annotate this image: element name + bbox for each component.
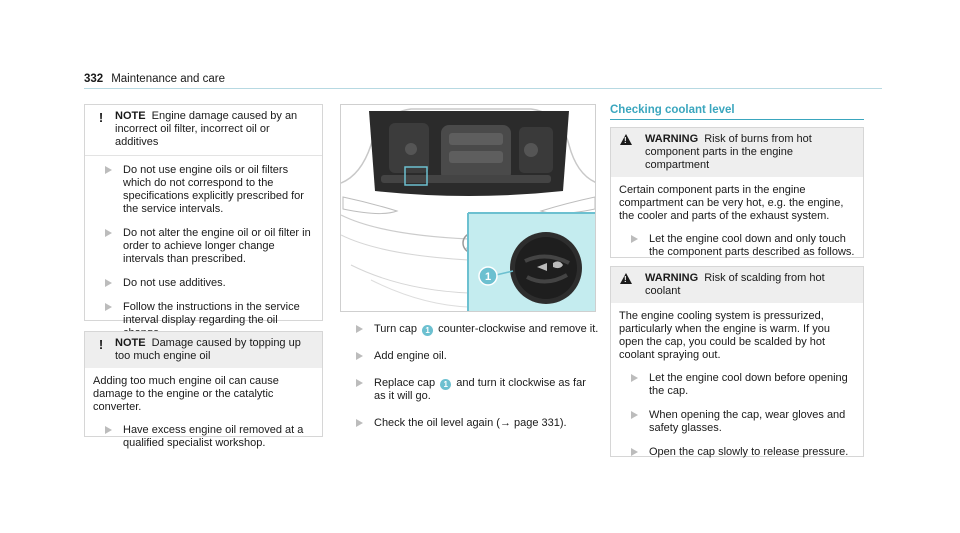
arrow-bullet-icon — [356, 325, 363, 333]
notice-icon: ! — [98, 110, 104, 125]
arrow-bullet-icon — [105, 303, 112, 311]
warning-text: Certain component parts in the engine compartment can be very hot, e.g. the engine, the cooler and parts of the exhaust system. — [619, 184, 844, 222]
section-title: Maintenance and care — [111, 73, 225, 85]
callout-label: 1 — [484, 271, 492, 283]
warning-box-scalding — [610, 266, 864, 457]
list-item: When opening the cap, wear gloves and safety glasses. — [619, 409, 855, 435]
list-item: Follow the instructions in the service interval display regarding the oil — [93, 301, 314, 340]
list-item: Let the engine cool down and only touch the component parts described as follows. — [619, 233, 855, 259]
engine-bay-drawing — [341, 105, 596, 312]
engine-bay-illustration — [340, 104, 596, 312]
page-number: 332 — [84, 73, 104, 85]
arrow-bullet-icon — [356, 419, 363, 427]
list-item: Open the cap slowly to release pressure. — [619, 446, 855, 459]
callout-badge: 1 — [440, 379, 451, 390]
list-item: Let the engine cool down before opening the cap. — [619, 372, 855, 398]
arrow-bullet-icon — [631, 374, 638, 382]
list-item — [344, 417, 599, 430]
arrow-bullet-icon — [105, 426, 112, 434]
arrow-bullet-icon — [631, 411, 638, 419]
warning-header — [611, 128, 863, 177]
arrow-bullet-icon — [105, 229, 112, 237]
note-header — [85, 332, 322, 368]
note-title: Damage caused by topping up too much engine oil — [115, 337, 301, 362]
note-body — [85, 368, 322, 458]
note-title: Engine damage caused by an incorrect oil filter, incorrect oil or additives — [115, 110, 298, 148]
warning-body — [611, 303, 863, 467]
coolant-section-divider — [610, 119, 864, 120]
warning-triangle-icon — [620, 134, 632, 145]
header-divider — [84, 88, 882, 89]
arrow-bullet-icon — [105, 166, 112, 174]
list-item: Replace cap 1 and turn it clockwise as far as it will go. — [344, 377, 599, 403]
arrow-bullet-icon — [631, 235, 638, 243]
oil-top-up-steps — [344, 323, 599, 430]
note-keyword: NOTE — [115, 337, 146, 349]
arrow-bullet-icon — [631, 448, 638, 456]
warning-title: Risk of scalding from hot coolant — [645, 272, 825, 297]
list-item: Add engine oil. — [344, 350, 599, 363]
arrow-bullet-icon — [356, 352, 363, 360]
note-keyword: NOTE — [115, 110, 146, 122]
note-box-oil-filter — [84, 104, 323, 326]
list-item: Have excess engine oil removed at a qualified specialist workshop. — [93, 424, 314, 450]
arrow-bullet-icon — [105, 279, 112, 287]
note-header — [85, 105, 322, 151]
page-header — [84, 73, 225, 86]
list-item: Do not use engine oils or oil filters which do not correspond to the specifications explicitly prescribed for the service intervals. — [93, 164, 314, 216]
warning-text: The engine cooling system is pressurized, particularly when the engine is warm. If you open the cap, you could be scalded by hot coolant spraying out. — [619, 310, 830, 361]
warning-body — [611, 177, 863, 267]
list-item: Do not use additives. — [93, 277, 314, 290]
warning-box-burns — [610, 127, 864, 258]
notice-icon: ! — [98, 337, 104, 352]
note-text: Adding too much engine oil can cause damage to the engine or the catalytic converter. — [93, 375, 279, 413]
warning-title: Risk of burns from hot component parts in the engine compartment — [645, 133, 812, 171]
oil-filler-cap — [510, 232, 582, 304]
warning-keyword: WARNING — [645, 133, 699, 145]
list-item: Do not alter the engine oil or oil filter in order to achieve longer change intervals than prescribed. — [93, 227, 314, 266]
note-box-overfill — [84, 331, 323, 449]
callout-badge: 1 — [422, 325, 433, 336]
arrow-bullet-icon — [356, 379, 363, 387]
list-item: Turn cap 1 counter-clockwise and remove it. — [344, 323, 599, 336]
note-steps — [85, 156, 322, 348]
warning-triangle-icon — [620, 273, 632, 284]
coolant-section-title: Checking coolant level — [610, 104, 735, 116]
page-reference-link[interactable]: Check the oil level again (→ page 331). — [374, 417, 567, 429]
warning-keyword: WARNING — [645, 272, 699, 284]
warning-header — [611, 267, 863, 303]
